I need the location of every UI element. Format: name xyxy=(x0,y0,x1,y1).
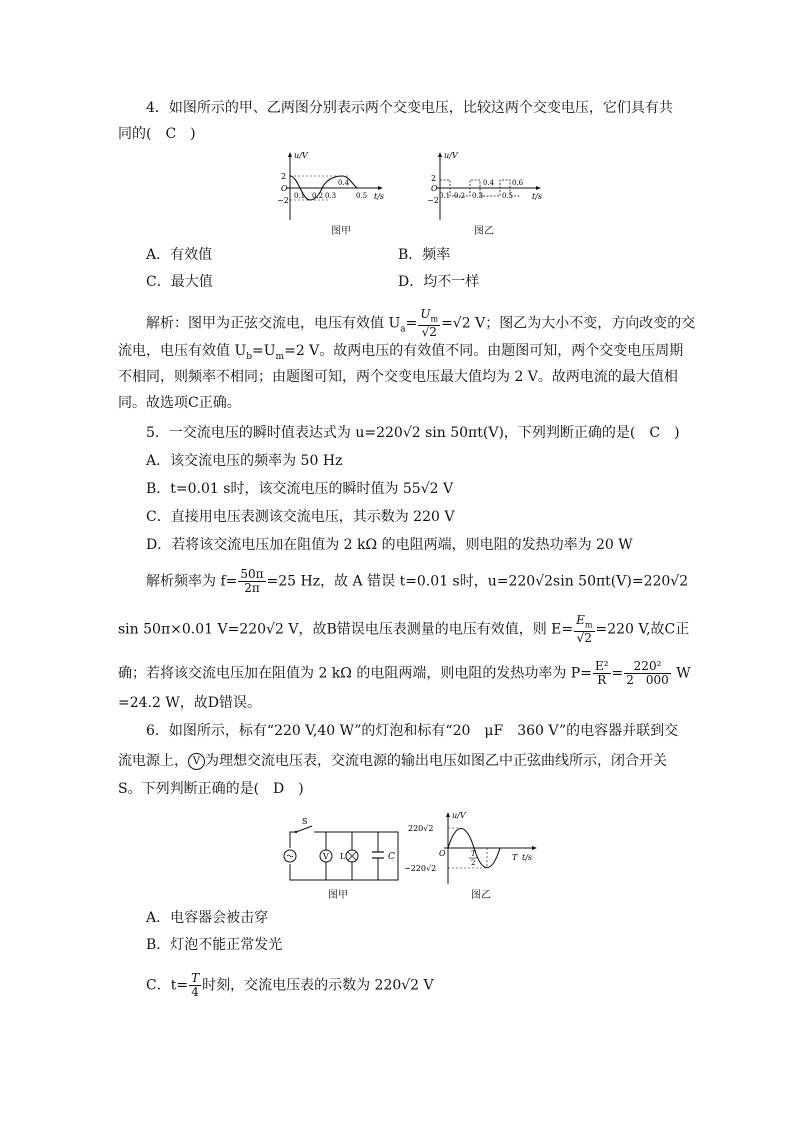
q6-stem-l2-a: 流电源上， xyxy=(118,753,188,769)
q4-frac-num-sub: m xyxy=(430,314,439,324)
yi-origin: O xyxy=(431,184,438,193)
yi-x-tick-0.4: 0.4 xyxy=(483,179,495,187)
capacitor-label: C xyxy=(388,852,395,862)
q5-stem: 5．一交流电压的瞬时值表达式为 u=220√2 sin 50πt(V)，下列判断正确的是( C ) xyxy=(146,425,680,441)
switch-pivot xyxy=(295,831,297,833)
q6-option-c xyxy=(146,972,434,999)
q6-option-c-b: 时刻，交流电压表的示数为 220√2 V xyxy=(202,977,434,994)
q5-option-c: C．直接用电压表测该交流电压，其示数为 220 V xyxy=(146,509,455,525)
q4-stem-line2: 同的( C ) xyxy=(118,126,196,142)
q4-analysis-l2-c: =2 V。故两电压的有效值不同。由题图可知，两个交变电压周期 xyxy=(284,343,684,359)
yi-x-tick-0.1: 0.1 xyxy=(439,192,451,200)
jia-x-tick-0.3: 0.3 xyxy=(325,192,337,200)
jia-y-tick-neg2: −2 xyxy=(277,196,289,205)
q5-analysis-line2 xyxy=(118,614,689,645)
q5-analysis-l3-a: 确；若将该交流电压加在阻值为 2 kΩ 的电阻两端，则电阻的发热功率为 P= xyxy=(118,665,592,682)
q5-analysis-line1 xyxy=(146,568,688,595)
q4-option-c: C．最大值 xyxy=(146,274,213,290)
graph-x-label: t/s xyxy=(522,853,533,862)
q5-analysis-frac3 xyxy=(593,660,611,687)
q5-analysis-frac4 xyxy=(624,660,671,687)
q6-option-c-a: C．t= xyxy=(146,977,189,994)
yi-x-arrow xyxy=(536,186,541,190)
q4-analysis-frac xyxy=(418,308,440,339)
q4-frac-den: √2 xyxy=(421,325,437,340)
voltmeter-symbol-icon: V xyxy=(188,753,205,770)
q5-option-b: B．t=0.01 s时，该交流电压的瞬时值为 55√2 V xyxy=(146,481,454,497)
q4-figure-yi xyxy=(420,148,550,228)
yi-x-tick-0.6: 0.6 xyxy=(512,179,524,187)
q6-circuit-diagram xyxy=(282,818,407,890)
q5-analysis-frac2 xyxy=(574,614,594,645)
jia-origin: O xyxy=(281,184,288,193)
q4-analysis-line3: 不相同，则频率不相同；由题图可知，两个交变电压最大值均为 2 V。故两电流的最大值相 xyxy=(118,369,678,385)
q5-analysis-frac1 xyxy=(238,568,265,595)
q6-option-b: B．灯泡不能正常发光 xyxy=(146,937,283,953)
q6-stem-line3: S。下列判断正确的是( D ) xyxy=(118,781,304,797)
switch-label: S xyxy=(302,818,308,826)
q5-frac3-den: R xyxy=(597,673,607,687)
q4-analysis-l1-b: =√2 V；图乙为大小不变，方向改变的交 xyxy=(441,315,696,332)
graph-y-bottom: −220√2 xyxy=(404,864,437,873)
q5-frac2-num: E xyxy=(576,613,585,627)
graph-y-label: u/V xyxy=(452,811,466,820)
graph-y-arrow xyxy=(446,812,450,817)
q5-analysis-l3-eq: = xyxy=(611,665,624,682)
jia-x-tick-0.2: 0.2 xyxy=(312,192,324,200)
yi-caption: 图乙 xyxy=(474,226,494,237)
q4-option-b: B．频率 xyxy=(398,247,451,263)
q5-frac4-num: 220² xyxy=(624,660,671,674)
jia-x-tick-0.4: 0.4 xyxy=(338,179,350,187)
jia-caption: 图甲 xyxy=(331,226,351,237)
yi-x-tick-0.2: 0.2 xyxy=(454,192,466,200)
yi-y-arrow xyxy=(438,152,442,157)
q5-analysis-l2-a: sin 50π×0.01 V=220√2 V，故B错误电压表测量的电压有效值，则 E= xyxy=(118,621,574,638)
q6-voltage-graph xyxy=(404,808,549,888)
q6-option-c-frac xyxy=(189,972,201,999)
yi-y-tick-2: 2 xyxy=(431,174,437,183)
q5-frac2-den: √2 xyxy=(576,631,592,646)
yi-x-tick-0.3: 0.3 xyxy=(472,192,484,200)
yi-x-tick-0.5: 0.5 xyxy=(502,192,514,200)
q4-frac-num: U xyxy=(420,307,431,321)
q5-frac1-den: 2π xyxy=(244,581,260,595)
yi-y-tick-neg2: −2 xyxy=(427,196,439,205)
graph-y-top: 220√2 xyxy=(408,824,434,833)
q4-option-d: D．均不一样 xyxy=(398,274,480,290)
q4-analysis-l1-sub: a xyxy=(400,324,406,335)
jia-x-tick-0.1: 0.1 xyxy=(294,192,306,200)
q5-analysis-l2-b: =220 V,故C正 xyxy=(595,621,690,638)
q4-analysis-line4: 同。故选项C正确。 xyxy=(118,395,241,411)
q5-option-a: A．该交流电压的频率为 50 Hz xyxy=(146,453,343,469)
q4-analysis-l2-b: =U xyxy=(252,343,276,359)
jia-y-label: u/V xyxy=(294,151,308,160)
q5-analysis-l3-b: W xyxy=(676,665,691,682)
q5-analysis-l1-a: 解析频率为 f= xyxy=(146,573,238,590)
q5-frac1-num: 50π xyxy=(240,567,264,581)
jia-x-arrow xyxy=(378,186,383,190)
graph-half-period-den: 2 xyxy=(471,859,476,867)
q6-stem-l2-b: 为理想交流电压表，交流电源的输出电压如图乙中正弦曲线所示，闭合开关 xyxy=(205,753,667,769)
q4-stem-line1: 4．如图所示的甲、乙两图分别表示两个交变电压，比较这两个交变电压，它们具有共 xyxy=(146,100,673,116)
q5-frac4-den: 2 000 xyxy=(626,673,669,687)
yi-y-label: u/V xyxy=(444,151,458,160)
q4-analysis-l2-a: 流电，电压有效值 U xyxy=(118,343,247,359)
q4-analysis-l1-a: 解析：图甲为正弦交流电，电压有效值 U xyxy=(146,315,401,332)
graph-period: T xyxy=(512,853,518,862)
q4-analysis-line1: 解析：图甲为正弦交流电，电压有效值 $U_a=$ $\frac{U_m}{√2}$ =√2 V；图乙为大小不变，方向改变的交 xyxy=(146,307,696,340)
q5-frac3-num: E² xyxy=(594,659,609,673)
yi-x-label: t/s xyxy=(532,192,543,201)
q6-stem-line2 xyxy=(118,751,667,771)
jia-x-tick-0.5: 0.5 xyxy=(356,192,368,200)
circuit-caption: 图甲 xyxy=(328,890,348,901)
q6-option-a: A．电容器会被击穿 xyxy=(146,910,269,926)
lamp-label: L xyxy=(340,852,346,861)
jia-y-arrow xyxy=(288,152,292,157)
q6-stem-line1: 6．如图所示，标有“220 V,40 W”的灯泡和标有“20 μF 360 V”的电容器并联到交 xyxy=(146,723,679,739)
q5-frac2-num-sub: m xyxy=(584,620,593,630)
jia-x-label: t/s xyxy=(374,192,385,201)
q4-analysis-line2: 流电，电压有效值 $U_b=U_m=2$ V。故两电压的有效值不同。由题图可知，两个交变电压周期 xyxy=(118,343,684,362)
q5-analysis-l1-b: =25 Hz，故 A 错误 t=0.01 s时，u=220√2sin 50πt(V)=220√2 xyxy=(266,573,689,590)
q5-option-d: D．若将该交流电压加在阻值为 2 kΩ 的电阻两端，则电阻的发热功率为 20 W xyxy=(146,537,633,553)
q6-option-c-frac-num: T xyxy=(191,971,200,985)
graph-origin: O xyxy=(439,849,446,858)
graph-caption: 图乙 xyxy=(471,890,491,901)
q5-analysis-line4: =24.2 W，故D错误。 xyxy=(118,695,261,711)
q4-figure-jia xyxy=(270,148,390,228)
jia-y-tick-2: 2 xyxy=(281,172,287,181)
q6-option-c-frac-den: 4 xyxy=(191,985,199,999)
q4-option-a: A．有效值 xyxy=(146,247,213,263)
graph-x-arrow xyxy=(532,846,537,850)
q5-analysis-line3 xyxy=(118,660,691,687)
graph-half-period-num: T xyxy=(471,850,476,858)
voltmeter-label: V xyxy=(323,852,329,861)
